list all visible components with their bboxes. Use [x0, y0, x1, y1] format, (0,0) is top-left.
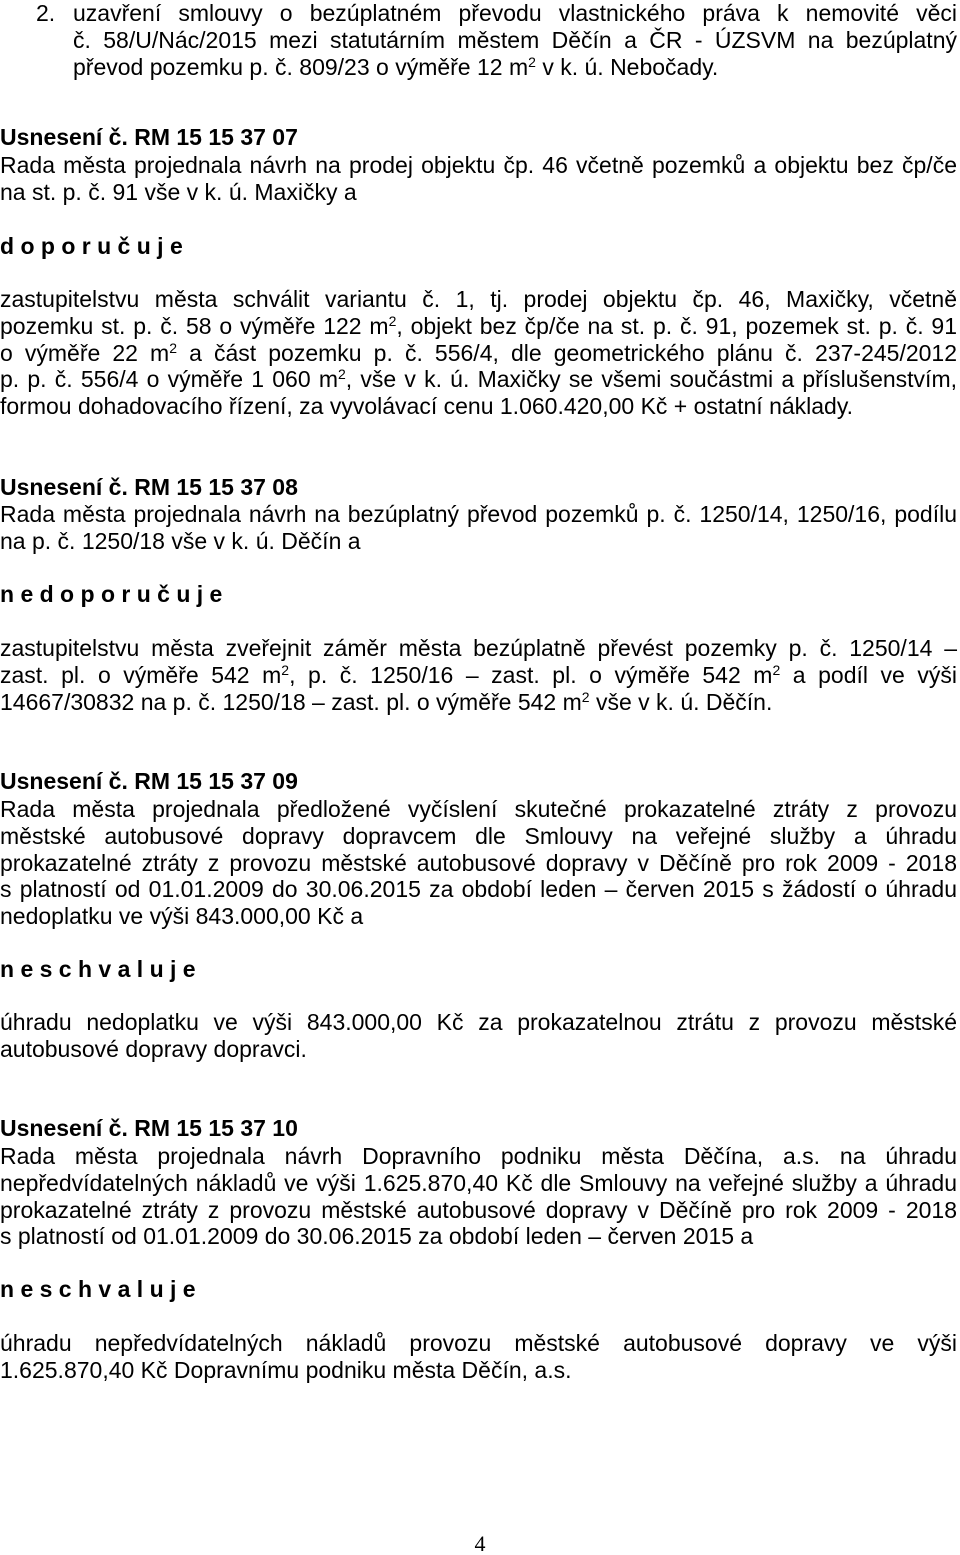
superscript: 2 [388, 312, 397, 329]
text-line [0, 366, 957, 393]
text-line [73, 54, 957, 81]
text-segment: a podíl ve výši [780, 661, 957, 688]
superscript: 2 [772, 661, 781, 678]
resolution-body [0, 1009, 957, 1063]
text-segment: pozemku st. p. č. 58 o výměře 122 m [0, 312, 389, 339]
resolution-body [0, 1330, 957, 1384]
text-line: na st. p. č. 91 vše v k. ú. Maxičky a [0, 178, 357, 205]
text-segment: 14667/30832 na p. č. 1250/18 – zast. pl. o výměře 542 m [0, 688, 582, 715]
text-line: Rada města projednala návrh na bezúplatný převod pozemků p. č. 1250/14, 1250/16, podílu [0, 501, 957, 527]
text-segment: , vše v k. ú. Maxičky se všemi součástmi a příslušenstvím, [345, 366, 957, 393]
resolution-body [0, 286, 957, 420]
page-number: 4 [474, 1531, 486, 1555]
text-segment: převod pozemku p. č. 809/23 o výměře 12 m [73, 53, 529, 80]
superscript: 2 [528, 53, 536, 70]
text-line: 1.625.870,40 Kč Dopravnímu podniku města Děčín, a.s. [0, 1356, 572, 1383]
superscript: 2 [337, 366, 346, 383]
list-item-text [73, 0, 957, 80]
text-line [0, 340, 957, 367]
text-line: zastupitelstvu města zveřejnit záměr města bezúplatně převést pozemky p. č. 1250/14 – [0, 635, 957, 661]
text-line: prokazatelné ztráty z provozu městské autobusové dopravy v Děčíně pro rok 2009 - 2018 [0, 849, 957, 876]
text-line: uzavření smlouvy o bezúplatném převodu vlastnického práva k nemovité věci [73, 0, 957, 26]
text-line: Rada města projednala návrh na prodej objektu čp. 46 včetně pozemků a objektu bez čp/če [0, 152, 957, 178]
text-segment: a část pozemku p. č. 556/4, dle geometrického plánu č. 237-245/2012 [177, 339, 958, 366]
text-line: Rada města projednala předložené vyčíslení skutečné prokazatelné ztráty z provozu [0, 796, 957, 822]
resolution-body [0, 635, 957, 715]
text-line [0, 689, 957, 716]
text-line: na p. č. 1250/18 vše v k. ú. Děčín a [0, 527, 361, 554]
resolution-heading: Usnesení č. RM 15 15 37 09 [0, 768, 298, 794]
text-line: nedoplatku ve výši 843.000,00 Kč a [0, 903, 364, 930]
text-segment: , p. č. 1250/16 – zast. pl. o výměře 542 m [289, 661, 773, 688]
text-segment: zast. pl. o výměře 542 m [0, 661, 282, 688]
text-line: Rada města projednala návrh Dopravního podniku města Děčína, a.s. na úhradu [0, 1143, 957, 1169]
text-line: zastupitelstvu města schválit variantu č. 1, tj. prodej objektu čp. 46, Maxičky, včetně [0, 286, 957, 312]
text-line [0, 313, 957, 340]
resolution-verdict: d o p o r u č u j e [0, 233, 183, 259]
list-item-number: 2. [36, 0, 56, 26]
text-line: úhradu nepředvídatelných nákladů provozu městské autobusové dopravy ve výši [0, 1330, 957, 1356]
text-line: autobusové dopravy dopravci. [0, 1035, 307, 1062]
superscript: 2 [281, 661, 290, 678]
text-line: městské autobusové dopravy dopravcem dle Smlouvy na veřejné služby a úhradu [0, 822, 957, 849]
resolution-verdict: n e s c h v a l u j e [0, 956, 196, 982]
superscript: 2 [169, 339, 178, 356]
resolution-intro [0, 501, 957, 555]
superscript: 2 [581, 688, 590, 705]
text-line: č. 58/U/Nác/2015 mezi statutárním městem Děčín a ČR - ÚZSVM na bezúplatný [73, 26, 957, 53]
text-segment: o výměře 22 m [0, 339, 170, 366]
text-segment: v k. ú. Nebočady. [535, 53, 719, 80]
text-line: prokazatelné ztráty z provozu městské autobusové dopravy v Děčíně pro rok 2009 - 2018 [0, 1196, 957, 1223]
text-line: formou dohadovacího řízení, za vyvolávací cenu 1.060.420,00 Kč + ostatní náklady. [0, 393, 854, 420]
text-line: s platností od 01.01.2009 do 30.06.2015 za období leden – červen 2015 a [0, 1223, 754, 1250]
resolution-intro [0, 152, 957, 206]
resolution-intro [0, 796, 957, 930]
text-line: s platností od 01.01.2009 do 30.06.2015 za období leden – červen 2015 s žádostí o úhradu [0, 876, 957, 903]
text-line [0, 662, 957, 689]
resolution-verdict: n e s c h v a l u j e [0, 1276, 196, 1302]
text-segment: vše v k. ú. Děčín. [589, 688, 773, 715]
text-segment: , objekt bez čp/če na st. p. č. 91, pozemek st. p. č. 91 [396, 312, 958, 339]
resolution-heading: Usnesení č. RM 15 15 37 08 [0, 474, 298, 500]
text-line: nepředvídatelných nákladů ve výši 1.625.870,40 Kč dle Smlouvy na veřejné služby a úhradu [0, 1169, 957, 1196]
text-segment: p. p. č. 556/4 o výměře 1 060 m [0, 366, 338, 393]
resolution-intro [0, 1143, 957, 1250]
resolution-heading: Usnesení č. RM 15 15 37 07 [0, 124, 298, 150]
resolution-heading: Usnesení č. RM 15 15 37 10 [0, 1115, 298, 1141]
resolution-verdict: n e d o p o r u č u j e [0, 581, 223, 607]
text-line: úhradu nedoplatku ve výši 843.000,00 Kč za prokazatelnou ztrátu z provozu městské [0, 1009, 957, 1035]
